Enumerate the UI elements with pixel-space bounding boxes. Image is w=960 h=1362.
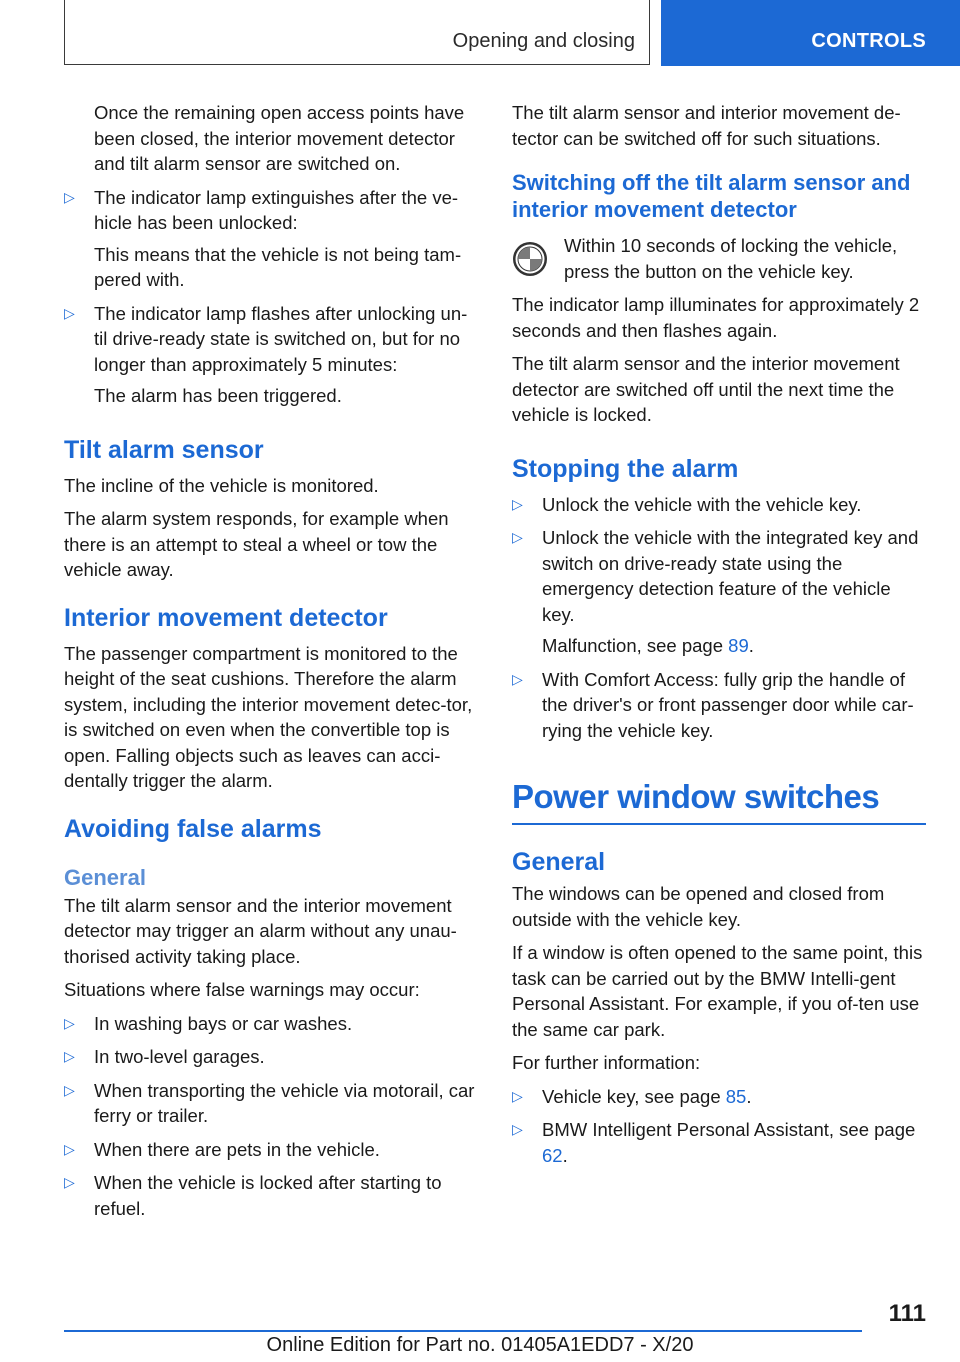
- list-item: ▷ BMW Intelligent Personal Assistant, see page 62.: [512, 1119, 916, 1166]
- paragraph: The passenger compartment is monitored to the height of the seat cushions. Therefore the alarm system, including the interior movement detec‐tor, is switched on even when the convertible top is open. Falling objects such as leaves can acci‐dentally trigger the alarm.: [64, 642, 473, 791]
- bmw-button-note-text: Within 10 seconds of locking the vehicle, press the button on the vehicle key.: [564, 235, 898, 282]
- list-item: [512, 525, 926, 659]
- bullet-triangle-icon: ▷: [64, 1140, 75, 1157]
- paragraph: If a window is often opened to the same point, this task can be carried out by the BMW Intelli‐gent Personal Assistant. For example, if you of‐ten use the same car park.: [512, 942, 923, 1040]
- page-link[interactable]: 85: [725, 1085, 747, 1107]
- bullet-triangle-icon: ▷: [512, 1087, 523, 1104]
- header-chapter-tab: [661, 0, 960, 66]
- paragraph: The windows can be opened and closed from outside with the vehicle key.: [512, 883, 885, 930]
- bullet-triangle-icon: ▷: [512, 495, 523, 512]
- list-item-text: When the vehicle is locked after starting to refuel.: [94, 1172, 442, 1219]
- subtext-prefix: Malfunction, see page: [542, 635, 729, 656]
- switching-off-heading: Switching off the tilt alarm sensor and interior movement detector: [512, 170, 911, 222]
- header-section-title: Opening and closing: [452, 30, 635, 52]
- bullet-triangle-icon: ▷: [64, 304, 75, 321]
- interior-detector-heading: Interior movement detector: [64, 603, 388, 632]
- left-column: [64, 100, 478, 1229]
- bmw-button-note: [512, 233, 926, 284]
- bullet-triangle-icon: ▷: [512, 1121, 523, 1137]
- list-item: [64, 1044, 478, 1070]
- list-item-text: The indicator lamp flashes after unlocking un‐til drive-ready state is switched on, but for no longer than approximately 5 minutes:: [94, 302, 468, 375]
- bmw-logo-icon: [512, 241, 548, 277]
- bullet-triangle-icon: ▷: [512, 529, 523, 545]
- list-item-subtext: Malfunction, see page 89.: [542, 635, 754, 656]
- paragraph: The alarm system responds, for example when there is an attempt to steal a wheel or tow the vehicle away.: [64, 508, 449, 580]
- page-link[interactable]: 62: [542, 1144, 563, 1166]
- stopping-alarm-heading: Stopping the alarm: [512, 454, 739, 483]
- list-item-text: With Comfort Access: fully grip the handle of the driver's or front passenger door while car‐rying the vehicle key.: [542, 668, 914, 741]
- paragraph: The incline of the vehicle is monitored.: [64, 474, 379, 496]
- list-item: [64, 1137, 478, 1163]
- paragraph: The tilt alarm sensor and the interior movement detector may trigger an alarm without any unau‐thorised activity taking place.: [64, 894, 457, 967]
- list-item: [64, 1011, 478, 1037]
- page-number: 111: [888, 1300, 926, 1327]
- list-item: [64, 185, 478, 293]
- list-item-text: When there are pets in the vehicle.: [94, 1138, 380, 1160]
- list-item-text: In two-level garages.: [94, 1046, 265, 1067]
- general-subheading: General: [64, 864, 146, 890]
- bullet-triangle-icon: ▷: [64, 1048, 75, 1064]
- list-item-text: When transporting the vehicle via motorail, car ferry or trailer.: [94, 1079, 475, 1126]
- list-item-text: Unlock the vehicle with the vehicle key.: [542, 493, 862, 515]
- list-item-subtext: The alarm has been triggered.: [94, 385, 342, 406]
- bullet-triangle-icon: ▷: [512, 670, 523, 687]
- bullet-triangle-icon: ▷: [64, 1081, 75, 1098]
- bullet-triangle-icon: ▷: [64, 1174, 75, 1190]
- right-column: [512, 100, 926, 1176]
- tilt-alarm-heading: Tilt alarm sensor: [64, 435, 264, 464]
- list-item: [64, 1170, 478, 1221]
- paragraph: Situations where false warnings may occur:: [64, 979, 420, 1000]
- header-chapter-title: CONTROLS: [811, 30, 926, 52]
- intro-paragraph: Once the remaining open access points have been closed, the interior movement detector and tilt alarm sensor are switched on.: [94, 102, 465, 174]
- paragraph: The indicator lamp illuminates for approximately 2 seconds and then flashes again.: [512, 294, 920, 341]
- list-item: [512, 667, 926, 744]
- list-item-text: Unlock the vehicle with the integrated key and switch on drive-ready state using the emergency detection feature of the vehicle key.: [542, 527, 919, 625]
- paragraph: For further information:: [512, 1052, 701, 1073]
- list-item: [64, 301, 478, 409]
- list-item-text: In washing bays or car washes.: [94, 1012, 353, 1034]
- list-item-text: The indicator lamp extinguishes after the ve‐hicle has been unlocked:: [94, 186, 459, 233]
- bullet-triangle-icon: ▷: [64, 1014, 75, 1031]
- page-link[interactable]: 89: [728, 635, 749, 656]
- general-heading: General: [512, 848, 606, 876]
- footer-edition: Online Edition for Part no. 01405A1EDD7 - X/20: [266, 1334, 694, 1356]
- list-item-text: Vehicle key, see page: [542, 1085, 726, 1107]
- list-item: ▷ Vehicle key, see page 85.: [512, 1084, 926, 1110]
- paragraph: The tilt alarm sensor and interior movement de‐tector can be switched off for such situations.: [512, 102, 901, 149]
- list-item: [64, 1078, 478, 1129]
- list-item-text: BMW Intelligent Personal Assistant, see page: [542, 1119, 916, 1140]
- footer-divider: [64, 1330, 862, 1332]
- list-item-subtext: This means that the vehicle is not being tam‐pered with.: [94, 243, 462, 290]
- power-window-heading: Power window switches: [512, 777, 926, 825]
- paragraph: The tilt alarm sensor and the interior movement detector are switched off until the next time the vehicle is locked.: [512, 353, 900, 425]
- list-item: [512, 492, 926, 518]
- avoiding-false-alarms-heading: Avoiding false alarms: [64, 814, 322, 843]
- header-section-box: [64, 0, 650, 65]
- bullet-triangle-icon: ▷: [64, 188, 75, 205]
- page-header: [0, 0, 960, 66]
